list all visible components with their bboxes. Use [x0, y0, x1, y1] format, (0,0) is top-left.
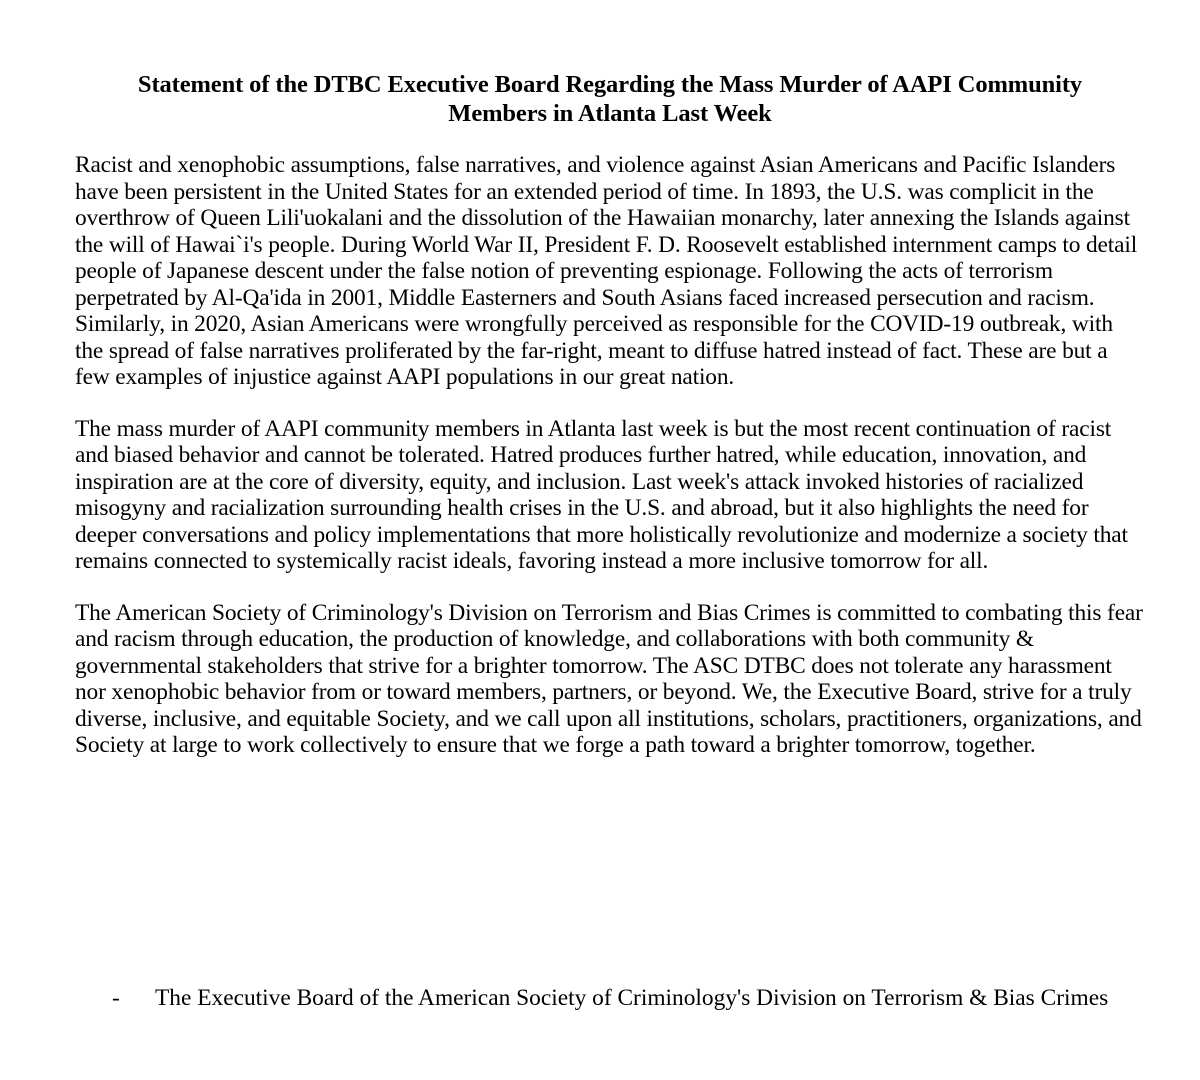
signature-text: The Executive Board of the American Society of Criminology's Division on Terrorism & Bias Crimes — [155, 985, 1109, 1011]
signature-dash: - — [112, 985, 120, 1011]
signature-block — [112, 984, 1152, 1012]
paragraph-commitment: The American Society of Criminology's Division on Terrorism and Bias Crimes is committed to combating this fear and racism through education, the production of knowledge, and collaborations with both community & governmental stakeholders that strive for a brighter tomorrow. The ASC DTBC does not tolerate any harassment nor xenophobic behavior from or toward members, partners, or beyond. We, the Executive Board, strive for a truly diverse, inclusive, and equitable Society, and we call upon all institutions, scholars, practitioners, organizations, and Society at large to work collectively to ensure that we forge a path toward a brighter tomorrow, together. — [75, 599, 1143, 758]
title-line-2: Members in Atlanta Last Week — [448, 100, 772, 127]
paragraph-history: Racist and xenophobic assumptions, false narratives, and violence against Asian Americans and Pacific Islanders have been persistent in the United States for an extended period of time. In 1893, the U.S. was complicit in the overthrow of Queen Lili'uokalani and the dissolution of the Hawaiian monarchy, later annexing the Islands against the will of Hawai`i's people. During World War II, President F. D. Roosevelt established internment camps to detail people of Japanese descent under the false notion of preventing espionage. Following the acts of terrorism perpetrated by Al-Qa'ida in 2001, Middle Easterners and South Asians faced increased persecution and racism. Similarly, in 2020, Asian Americans were wrongfully perceived as responsible for the COVID-19 outbreak, with the spread of false narratives proliferated by the far-right, meant to diffuse hatred instead of fact. These are but a few examples of injustice against AAPI populations in our great nation. — [75, 152, 1138, 390]
statement-document — [75, 70, 1145, 784]
paragraph-atlanta: The mass murder of AAPI community members in Atlanta last week is but the most recent continuation of racist and biased behavior and cannot be tolerated. Hatred produces further hatred, while education, innovation, and inspiration are at the core of diversity, equity, and inclusion. Last week's attack invoked histories of racialized misogyny and racialization surrounding health crises in the U.S. and abroad, but it also highlights the need for deeper conversations and policy implementations that more holistically revolutionize and modernize a society that remains connected to systemically racist ideals, favoring instead a more inclusive tomorrow for all. — [75, 415, 1128, 574]
title-line-1: Statement of the DTBC Executive Board Regarding the Mass Murder of AAPI Community — [137, 71, 1083, 98]
statement-title — [75, 70, 1145, 128]
